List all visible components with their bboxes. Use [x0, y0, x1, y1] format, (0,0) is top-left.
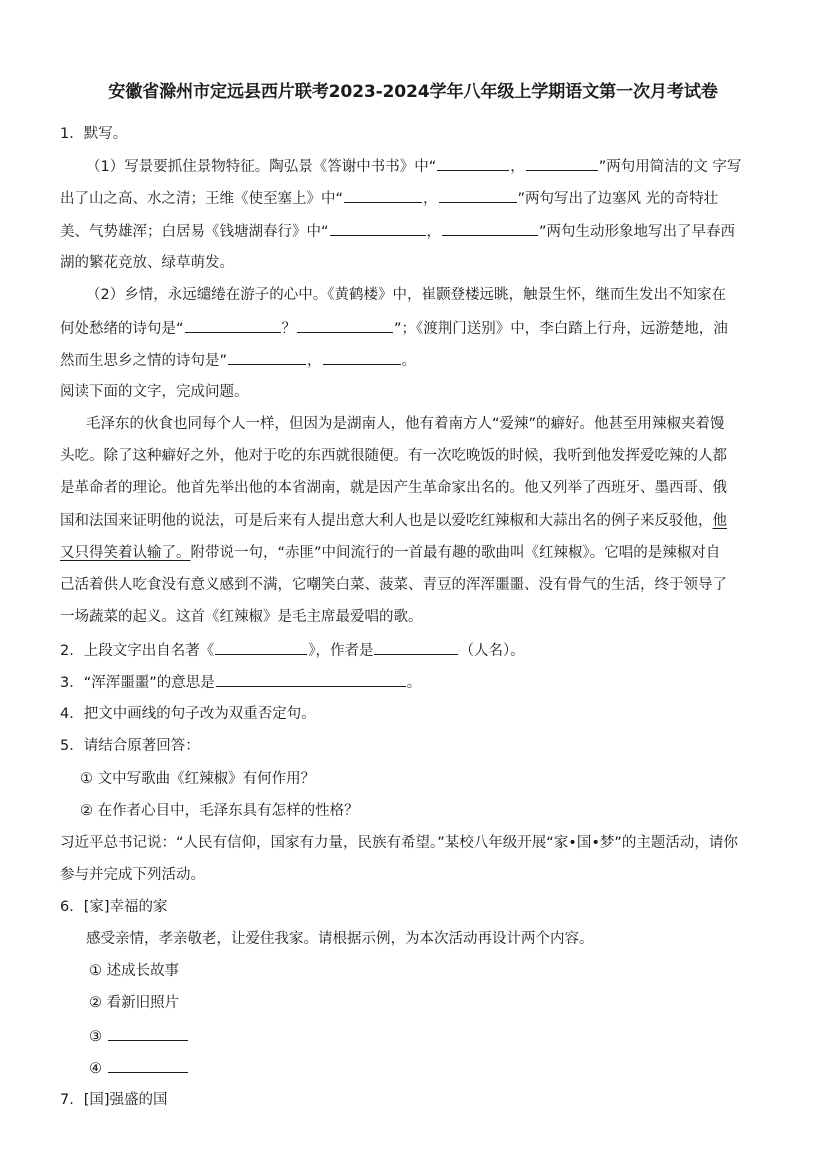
- q6-item-4: [89, 1058, 189, 1079]
- text: ？: [281, 321, 297, 337]
- blank-line: [185, 318, 281, 333]
- blank-line: [215, 640, 307, 655]
- passage-line-3: 是革命者的理论。他首先举出他的本省湖南，就是因产生革命家出名的。他又列举了西班牙、墨西哥、俄: [60, 480, 727, 496]
- text: 国和法国来证明他的说法，可是后来有人提出意大利人也是以爱吃红辣椒和大蒜出名的例子来反驳他，: [60, 513, 713, 529]
- text: ”两句用简洁的文 字写: [598, 159, 742, 175]
- q1-part2-line3: [60, 350, 416, 371]
- text: ，: [510, 159, 525, 175]
- text: ④: [89, 1061, 107, 1077]
- text: ，: [423, 191, 438, 207]
- passage-line-5: [60, 543, 720, 563]
- q6-item-3: [89, 1026, 189, 1047]
- blank-line: [108, 1026, 188, 1041]
- blank-line: [439, 188, 517, 203]
- q1-part1-line4: 湖的繁花竞放、绿草萌发。: [60, 255, 234, 271]
- passage-line-4: [60, 511, 727, 531]
- text: ，: [307, 353, 322, 369]
- blank-line: [526, 156, 598, 171]
- q5-heading: 5．请结合原著回答：: [60, 738, 200, 754]
- q3: [60, 672, 421, 693]
- q1-part1-line1: [86, 156, 741, 177]
- text: （人名）。: [459, 643, 525, 659]
- blank-line: [216, 672, 406, 687]
- q1-part2-line2: [60, 318, 728, 339]
- text: ”两句生动形象地写出了早春西: [539, 224, 736, 240]
- passage-line-7: 一场蔬菜的起义。这首《红辣椒》是毛主席最爱唱的歌。: [60, 609, 423, 625]
- text: ，: [426, 224, 442, 240]
- q4: 4．把文中画线的句子改为双重否定句。: [60, 706, 316, 722]
- blank-line: [374, 640, 458, 655]
- q7-heading: 7．[国]强盛的国: [60, 1092, 168, 1108]
- blank-line: [297, 318, 393, 333]
- underlined-sentence: 又只得笑着认输了。: [60, 545, 191, 561]
- blank-line: [442, 221, 538, 236]
- text: 何处愁绪的诗句是“: [60, 321, 184, 337]
- text: ”；《渡荆门送别》中，李白踏上行舟，远游楚地，油: [394, 321, 728, 337]
- text: 3．“浑浑噩噩”的意思是: [60, 675, 215, 691]
- blank-line: [437, 156, 509, 171]
- q5-sub2: ② 在作者心目中，毛泽东具有怎样的性格？: [80, 803, 359, 819]
- q5-sub1: ① 文中写歌曲《红辣椒》有何作用？: [80, 771, 316, 787]
- text: ”两句写出了边塞风 光的奇特壮: [517, 191, 719, 207]
- blank-line: [330, 221, 426, 236]
- q6-heading: 6．[家]幸福的家: [60, 899, 168, 915]
- quote-line-2: 参与并完成下列活动。: [60, 867, 205, 883]
- text: 》，作者是: [308, 643, 374, 659]
- text: 。: [401, 353, 417, 369]
- q1-heading: 1．默写。: [60, 126, 128, 142]
- reading-intro: 阅读下面的文字，完成问题。: [60, 384, 249, 400]
- q6-item-1: ① 述成长故事: [89, 963, 180, 979]
- underlined-sentence: 他: [712, 513, 727, 529]
- exam-title: 安徽省滁州市定远县西片联考2023-2024学年八年级上学期语文第一次月考试卷: [108, 82, 718, 102]
- blank-line: [344, 188, 422, 203]
- passage-line-6: 己活着供人吃食没有意义感到不满，它嘲笑白菜、菠菜、青豆的浑浑噩噩、没有骨气的生活，终于领导了: [60, 577, 727, 593]
- quote-line-1: 习近平总书记说：“人民有信仰，国家有力量，民族有希望。”某校八年级开展“家•国•梦”的主题活动，请你: [60, 835, 738, 851]
- text: 出了山之高、水之清；王维《使至塞上》中“: [60, 191, 344, 207]
- q1-part1-line2: [60, 188, 718, 209]
- text: 附带说一句，“赤匪”中间流行的一首最有趣的歌曲叫《红辣椒》。它唱的是辣椒对自: [190, 545, 721, 561]
- blank-line: [108, 1058, 188, 1073]
- blank-line: [228, 350, 306, 365]
- q6-item-2: ② 看新旧照片: [89, 995, 180, 1011]
- text: 。: [406, 675, 422, 691]
- q1-part2-line1: （2）乡情，永远缱绻在游子的心中。《黄鹤楼》中，崔颢登楼远眺，触景生怀，继而生发出不知家在: [86, 287, 726, 303]
- text: 2．上段文字出自名著《: [60, 643, 215, 659]
- passage-line-1: 毛泽东的伙食也同每个人一样，但因为是湖南人，他有着南方人“爱辣”的癖好。他甚至用辣椒夹着馒: [86, 416, 725, 432]
- blank-line: [323, 350, 401, 365]
- text: 美、气势雄浑；白居易《钱塘湖春行》中“: [60, 224, 329, 240]
- text: ③: [89, 1029, 107, 1045]
- text: （1）写景要抓住景物特征。陶弘景《答谢中书书》中“: [86, 159, 437, 175]
- q1-part1-line3: [60, 221, 735, 242]
- text: 然而生思乡之情的诗句是”: [60, 353, 228, 369]
- passage-line-2: 头吃。除了这种癖好之外，他对于吃的东西就很随便。有一次吃晚饭的时候，我听到他发挥爱吃辣的人都: [60, 448, 727, 464]
- q2: [60, 640, 525, 661]
- q6-intro: 感受亲情，孝亲敬老，让爱住我家。请根据示例，为本次活动再设计两个内容。: [86, 931, 594, 947]
